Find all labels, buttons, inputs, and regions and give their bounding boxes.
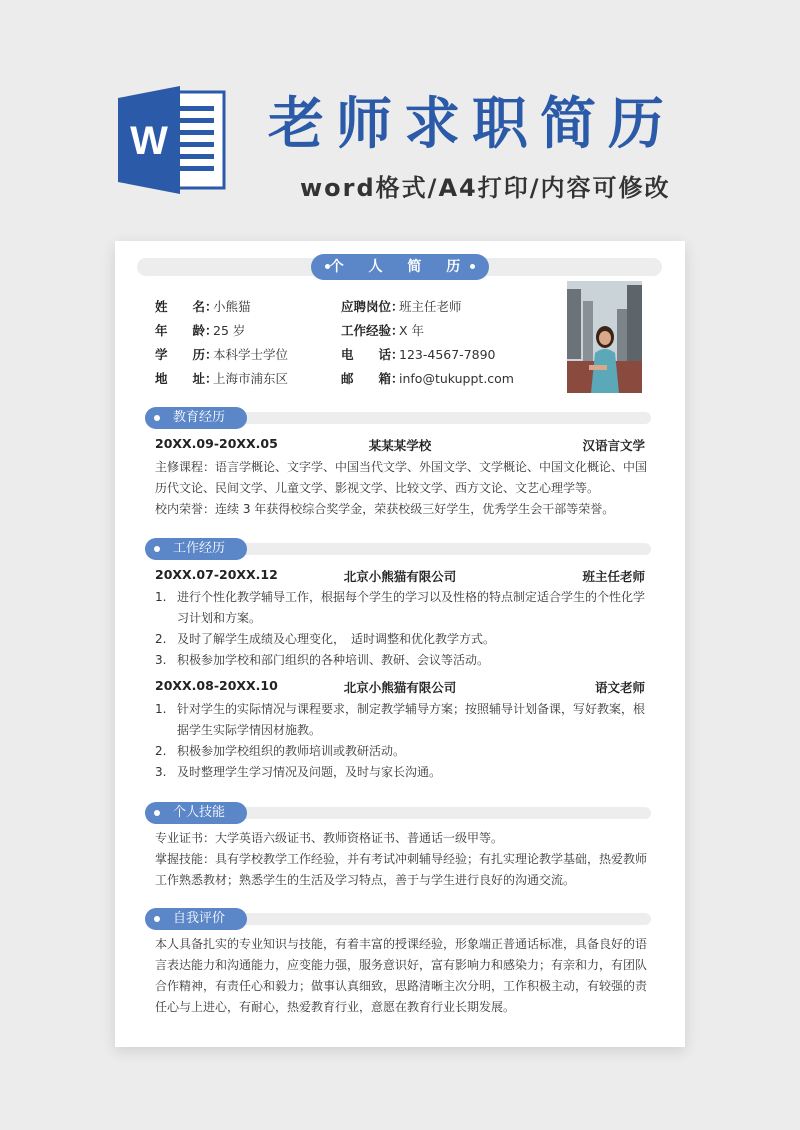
evaluation-section-title: 自我评价 [145,908,247,930]
skills-section-title: 个人技能 [145,802,247,824]
job-1-row: 20XX.07-20XX.12 北京小熊猫有限公司 班主任老师 [155,567,645,584]
list-item: 3. 积极参加学校和部门组织的各种培训、教研、会议等活动。 [155,653,490,667]
education-courses: 主修课程：语言学概论、文字学、中国当代文学、外国文学、文学概论、中国文化概论、中国历代文论、民间文学、儿童文学、影视文学、比较文学、西方文论、文艺心理学等。 [155,460,648,495]
job-2-row: 20XX.08-20XX.10 北京小熊猫有限公司 语文老师 [155,678,645,695]
job-1-list [155,587,649,671]
info-position: 应聘岗位：班主任老师 [341,299,462,314]
evaluation-text: 本人具备扎实的专业知识与技能，有着丰富的授课经验，形象端正普通话标准，具备良好的语言表达能力和沟通能力，应变能力强，服务意识好，富有影响力和感染力；有亲和力，有团队合作精神，有责任心和毅力；做事认真细致，思路清晰主次分明，工作积极主动，有较强的责任心与上进心，有耐心，热爱教育行业，意愿在教育行业长期发展。 [155,937,648,1014]
info-name: 姓 名：小熊猫 [155,299,251,314]
list-item: 1. 进行个性化教学辅导工作，根据每个学生的学习以及性格的特点制定适合学生的个性化学习计划和方案。 [155,590,646,625]
list-item: 1. 针对学生的实际情况与课程要求，制定教学辅导方案；按照辅导计划备课，写好教案，根据学生实际学情因材施教。 [155,702,646,737]
info-email: 邮 箱：info@tukuppt.com [341,371,514,386]
info-degree: 学 历：本科学士学位 [155,347,289,362]
info-address: 地 址：上海市浦东区 [155,371,289,386]
page-title: 老师求职简历 [268,92,676,157]
work-section-title: 工作经历 [145,538,247,560]
resume-header: 个 人 简 历 [311,254,489,280]
skills-details [155,828,649,891]
education-row: 20XX.09-20XX.05 某某某学校 汉语言文学 [155,436,645,453]
resume-page [115,241,685,1047]
job-2-list [155,699,649,783]
info-phone: 电 话：123-4567-7890 [341,347,496,362]
page-subtitle: word格式/A4打印/内容可修改 [300,174,671,202]
word-logo-letter: W [130,119,168,163]
list-item: 2. 及时了解学生成绩及心理变化， 适时调整和优化教学方式。 [155,632,496,646]
skills-abilities: 掌握技能：具有学校教学工作经验，并有考试冲刺辅导经验；有扎实理论教学基础，热爱教师工作熟悉教材；熟悉学生的生活及学习特点，善于与学生进行良好的沟通交流。 [155,852,648,887]
banner [0,0,800,230]
education-honors: 校内荣誉：连续 3 年获得校综合奖学金，荣获校级三好学生，优秀学生会干部等荣誉。 [155,502,615,516]
skills-certificates: 专业证书：大学英语六级证书、教师资格证书、普通话一级甲等。 [155,831,504,845]
list-item: 2. 积极参加学校组织的教师培训或教研活动。 [155,744,406,758]
profile-photo [567,281,642,393]
info-experience: 工作经验：X 年 [341,323,425,338]
word-icon [118,84,228,196]
education-section-title: 教育经历 [145,407,247,429]
list-item: 3. 及时整理学生学习情况及问题，及时与家长沟通。 [155,765,442,779]
info-age: 年 龄：25 岁 [155,323,246,338]
education-details [155,457,649,520]
